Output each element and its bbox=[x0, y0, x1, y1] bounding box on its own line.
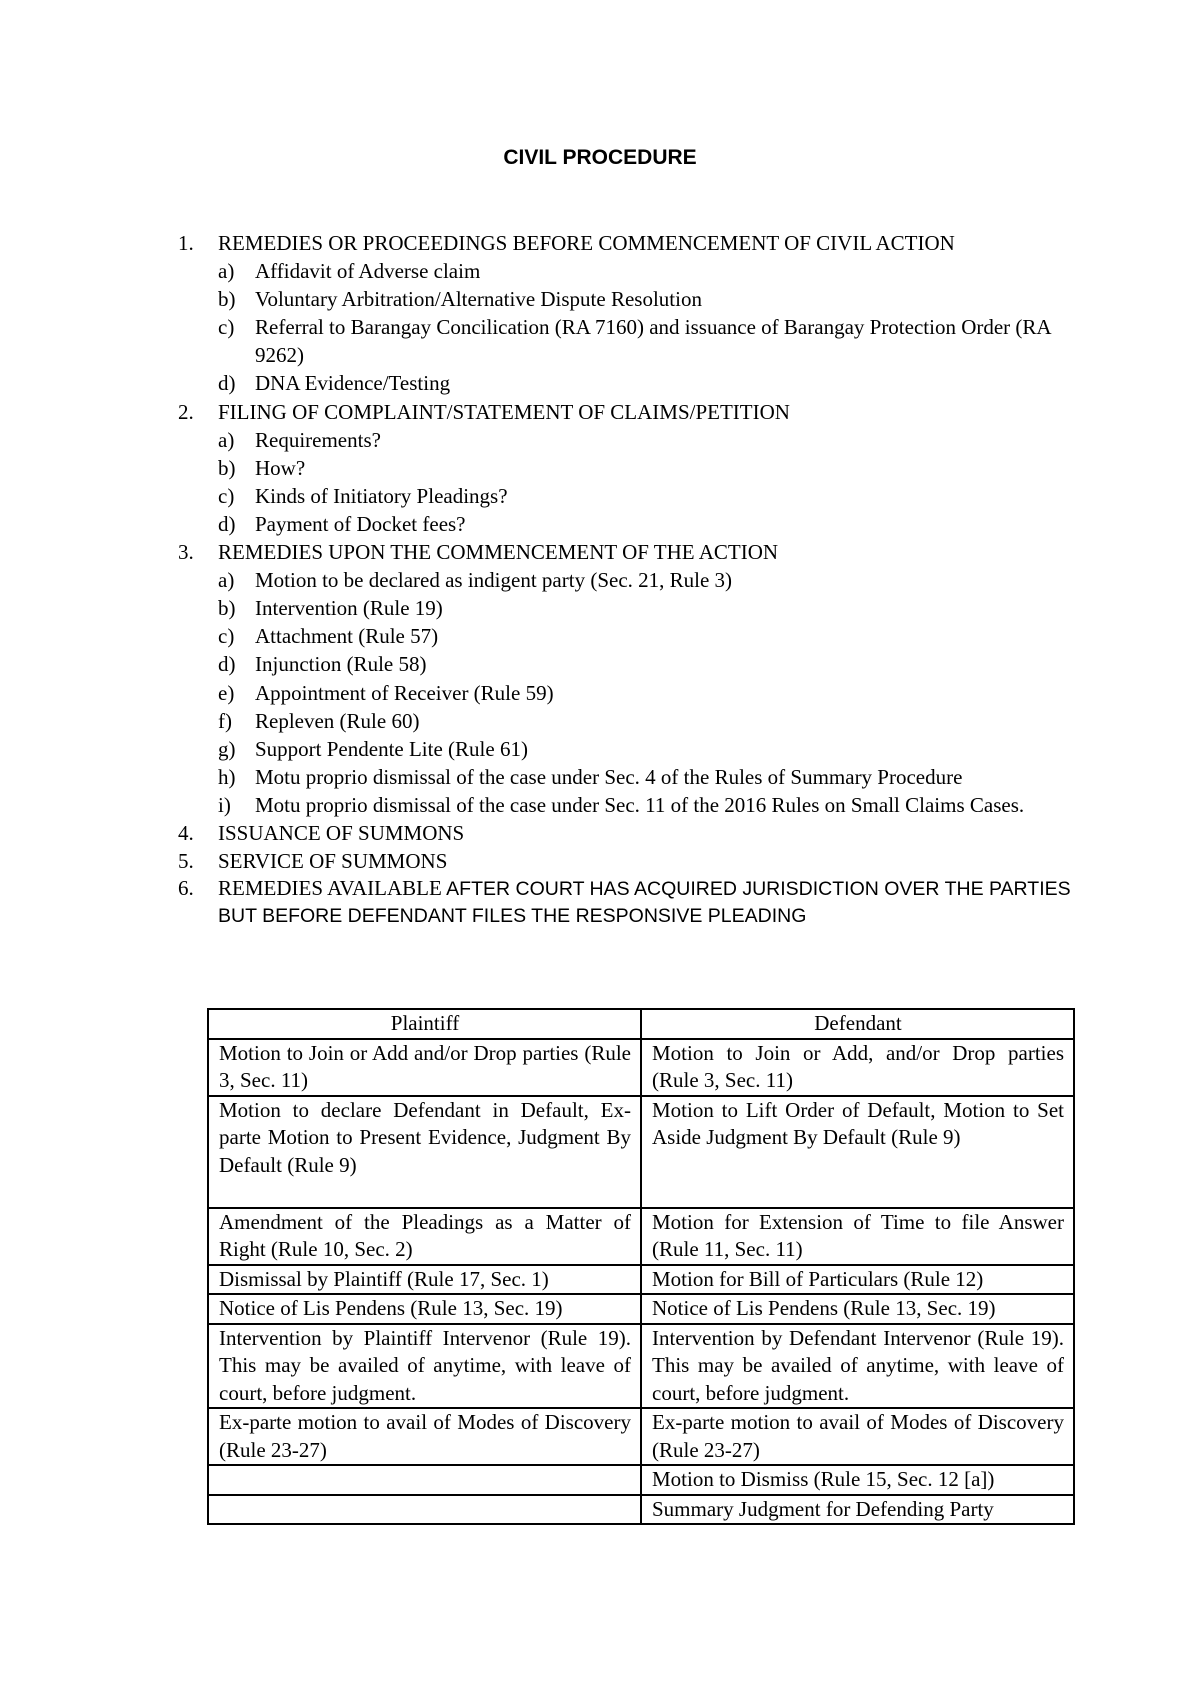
defendant-cell: Motion for Extension of Time to file Answer (Rule 11, Sec. 11) bbox=[641, 1208, 1074, 1265]
item-heading: REMEDIES UPON THE COMMENCEMENT OF THE ACTION bbox=[218, 540, 779, 565]
sub-list bbox=[178, 566, 1078, 819]
sub-item bbox=[218, 622, 1078, 650]
plaintiff-cell: Dismissal by Plaintiff (Rule 17, Sec. 1) bbox=[208, 1265, 641, 1295]
item-number: 3. bbox=[178, 540, 194, 565]
sub-item-text: Attachment (Rule 57) bbox=[255, 624, 439, 649]
sub-item-text: How? bbox=[255, 455, 306, 480]
sub-item bbox=[218, 313, 1078, 369]
sub-item-text: Payment of Docket fees? bbox=[255, 511, 466, 536]
sub-item-label: g) bbox=[218, 736, 236, 761]
sub-item-text: Motu proprio dismissal of the case under Sec. 4 of the Rules of Summary Procedure bbox=[255, 764, 963, 789]
sub-item bbox=[218, 482, 1078, 510]
sub-item-label: h) bbox=[218, 764, 236, 789]
table-row bbox=[208, 1408, 1074, 1465]
sub-item-label: c) bbox=[218, 315, 235, 340]
sub-item-text: Support Pendente Lite (Rule 61) bbox=[255, 736, 528, 761]
defendant-cell: Motion to Dismiss (Rule 15, Sec. 12 [a]) bbox=[641, 1465, 1074, 1495]
list-item bbox=[178, 819, 1078, 847]
item-heading: ISSUANCE OF SUMMONS bbox=[218, 820, 465, 845]
sub-item-label: a) bbox=[218, 259, 235, 284]
sub-item-label: d) bbox=[218, 371, 236, 396]
sub-item-text: Requirements? bbox=[255, 427, 381, 452]
sub-item bbox=[218, 285, 1078, 313]
sub-item-text: Repleven (Rule 60) bbox=[255, 708, 420, 733]
sub-item-text: Injunction (Rule 58) bbox=[255, 652, 427, 677]
defendant-cell: Ex-parte motion to avail of Modes of Discovery (Rule 23-27) bbox=[641, 1408, 1074, 1465]
column-header-defendant: Defendant bbox=[641, 1009, 1074, 1039]
table-row bbox=[208, 1265, 1074, 1295]
list-item bbox=[178, 538, 1078, 566]
sub-item bbox=[218, 566, 1078, 594]
sub-item-text: Motu proprio dismissal of the case under Sec. 11 of the 2016 Rules on Small Claims Cases. bbox=[255, 792, 1025, 817]
sub-item bbox=[218, 510, 1078, 538]
list-item bbox=[178, 229, 1078, 257]
sub-item bbox=[218, 679, 1078, 707]
plaintiff-cell: Ex-parte motion to avail of Modes of Discovery (Rule 23-27) bbox=[208, 1408, 641, 1465]
item-heading: FILING OF COMPLAINT/STATEMENT OF CLAIMS/PETITION bbox=[218, 399, 790, 424]
table-row bbox=[208, 1294, 1074, 1324]
sub-item-label: a) bbox=[218, 427, 235, 452]
sub-item-text: Voluntary Arbitration/Alternative Dispute Resolution bbox=[255, 287, 702, 312]
item-number: 2. bbox=[178, 399, 194, 424]
list-item bbox=[178, 875, 1078, 929]
table-row bbox=[208, 1096, 1074, 1208]
list-item bbox=[178, 398, 1078, 426]
sub-item bbox=[218, 650, 1078, 678]
sub-item bbox=[218, 791, 1078, 819]
sub-item-label: a) bbox=[218, 568, 235, 593]
sub-item-label: f) bbox=[218, 708, 232, 733]
plaintiff-cell bbox=[208, 1465, 641, 1495]
item-number: 5. bbox=[178, 849, 194, 874]
sub-item bbox=[218, 735, 1078, 763]
sub-item bbox=[218, 257, 1078, 285]
sub-item-label: b) bbox=[218, 287, 236, 312]
defendant-cell: Motion for Bill of Particulars (Rule 12) bbox=[641, 1265, 1074, 1295]
sub-item bbox=[218, 707, 1078, 735]
table-header-row bbox=[208, 1009, 1074, 1039]
sub-item bbox=[218, 426, 1078, 454]
item-heading-continuation: AFTER COURT HAS ACQUIRED JURISDICTION OVER THE PARTIES BUT BEFORE DEFENDANT FILES THE RESPONSIVE PLEADING bbox=[218, 878, 1071, 928]
sub-item-label: c) bbox=[218, 483, 235, 508]
sub-item-text: Appointment of Receiver (Rule 59) bbox=[255, 680, 554, 705]
table-row bbox=[208, 1465, 1074, 1495]
table-row bbox=[208, 1208, 1074, 1265]
table-row bbox=[208, 1324, 1074, 1409]
plaintiff-cell: Motion to Join or Add and/or Drop parties (Rule 3, Sec. 11) bbox=[208, 1039, 641, 1096]
item-number: 6. bbox=[178, 876, 194, 901]
sub-item-label: e) bbox=[218, 680, 235, 705]
sub-item-label: d) bbox=[218, 652, 236, 677]
plaintiff-cell: Notice of Lis Pendens (Rule 13, Sec. 19) bbox=[208, 1294, 641, 1324]
sub-list bbox=[178, 426, 1078, 538]
sub-list bbox=[178, 257, 1078, 397]
sub-item-text: Referral to Barangay Concilication (RA 7160) and issuance of Barangay Protection Order (RA 9262) bbox=[255, 315, 1051, 368]
item-number: 4. bbox=[178, 820, 194, 845]
item-heading: SERVICE OF SUMMONS bbox=[218, 849, 448, 874]
sub-item-text: Motion to be declared as indigent party (Sec. 21, Rule 3) bbox=[255, 568, 733, 593]
outline-list bbox=[178, 229, 1078, 929]
item-heading: REMEDIES OR PROCEEDINGS BEFORE COMMENCEMENT OF CIVIL ACTION bbox=[218, 231, 955, 255]
list-item bbox=[178, 847, 1078, 875]
item-heading: REMEDIES AVAILABLE bbox=[218, 876, 442, 901]
defendant-cell: Motion to Join or Add, and/or Drop parties (Rule 3, Sec. 11) bbox=[641, 1039, 1074, 1096]
table-row bbox=[208, 1039, 1074, 1096]
table-row bbox=[208, 1495, 1074, 1525]
defendant-cell: Notice of Lis Pendens (Rule 13, Sec. 19) bbox=[641, 1294, 1074, 1324]
sub-item-label: b) bbox=[218, 455, 236, 480]
sub-item bbox=[218, 369, 1078, 397]
sub-item-label: d) bbox=[218, 511, 236, 536]
sub-item-label: c) bbox=[218, 624, 235, 649]
plaintiff-cell: Motion to declare Defendant in Default, Ex-parte Motion to Present Evidence, Judgment By Default (Rule 9) bbox=[208, 1096, 641, 1208]
sub-item-label: i) bbox=[218, 792, 231, 817]
sub-item bbox=[218, 763, 1078, 791]
sub-item-label: b) bbox=[218, 596, 236, 621]
plaintiff-cell: Intervention by Plaintiff Intervenor (Rule 19). This may be availed of anytime, with leave of court, before judgment. bbox=[208, 1324, 641, 1409]
remedies-table bbox=[207, 1008, 1075, 1525]
plaintiff-cell bbox=[208, 1495, 641, 1525]
defendant-cell: Intervention by Defendant Intervenor (Rule 19). This may be availed of anytime, with leave of court, before judgment. bbox=[641, 1324, 1074, 1409]
sub-item-text: Kinds of Initiatory Pleadings? bbox=[255, 483, 508, 508]
sub-item bbox=[218, 594, 1078, 622]
column-header-plaintiff: Plaintiff bbox=[208, 1009, 641, 1039]
sub-item bbox=[218, 454, 1078, 482]
item-number: 1. bbox=[178, 231, 194, 255]
sub-item-text: Intervention (Rule 19) bbox=[255, 596, 443, 621]
defendant-cell: Motion to Lift Order of Default, Motion to Set Aside Judgment By Default (Rule 9) bbox=[641, 1096, 1074, 1208]
plaintiff-cell: Amendment of the Pleadings as a Matter of Right (Rule 10, Sec. 2) bbox=[208, 1208, 641, 1265]
page-title: CIVIL PROCEDURE bbox=[503, 146, 697, 169]
defendant-cell: Summary Judgment for Defending Party bbox=[641, 1495, 1074, 1525]
sub-item-text: Affidavit of Adverse claim bbox=[255, 259, 481, 284]
sub-item-text: DNA Evidence/Testing bbox=[255, 371, 451, 396]
